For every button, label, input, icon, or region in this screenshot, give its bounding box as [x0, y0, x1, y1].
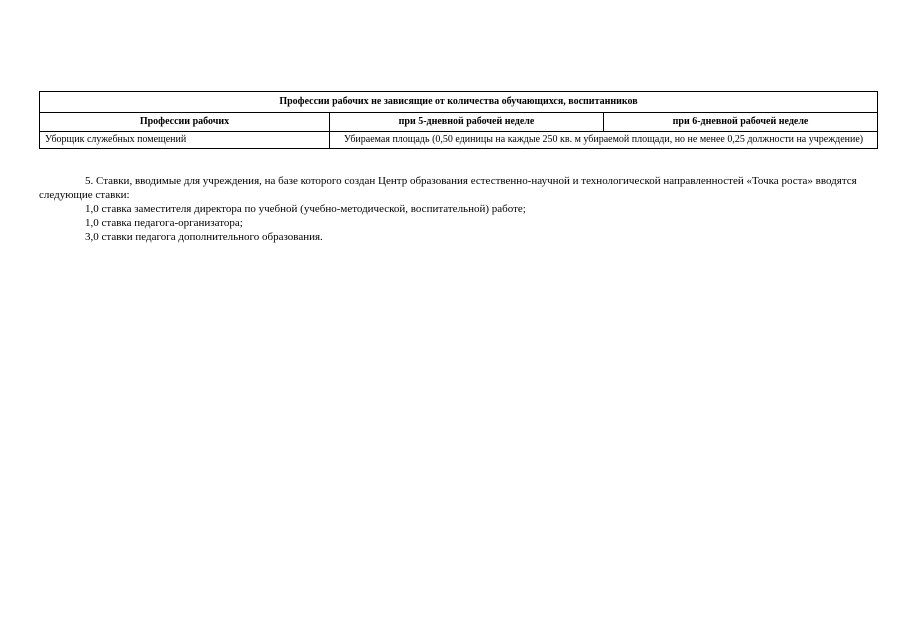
rate-item-deputy-director: 1,0 ставка заместителя директора по учебной (учебно-методической, воспитательной) работе;	[85, 203, 526, 215]
table-cell-norm: Убираемая площадь (0,50 единицы на каждые 250 кв. м убираемой площади, но не менее 0,25 должности на учреждение)	[330, 132, 878, 149]
column-header-6-day-week: при 6-дневной рабочей неделе	[604, 113, 878, 132]
column-header-5-day-week: при 5-дневной рабочей неделе	[330, 113, 604, 132]
rates-section	[39, 174, 877, 244]
table-row	[40, 132, 878, 149]
column-header-professions: Профессии рабочих	[40, 113, 330, 132]
rate-item-additional-education: 3,0 ставки педагога дополнительного образования.	[85, 231, 323, 243]
table-header-row	[40, 113, 878, 132]
table-cell-profession: Уборщик служебных помещений	[40, 132, 330, 149]
table-title: Профессии рабочих не зависящие от количества обучающихся, воспитанников	[40, 92, 878, 113]
rates-intro-paragraph: 5. Ставки, вводимые для учреждения, на базе которого создан Центр образования естественно-научной и технологической направленностей «Точка роста» вводятся следующие ставки:	[39, 175, 857, 201]
staffing-table	[39, 91, 878, 149]
table-title-row	[40, 92, 878, 113]
rate-item-organizer: 1,0 ставка педагога-организатора;	[85, 217, 243, 229]
